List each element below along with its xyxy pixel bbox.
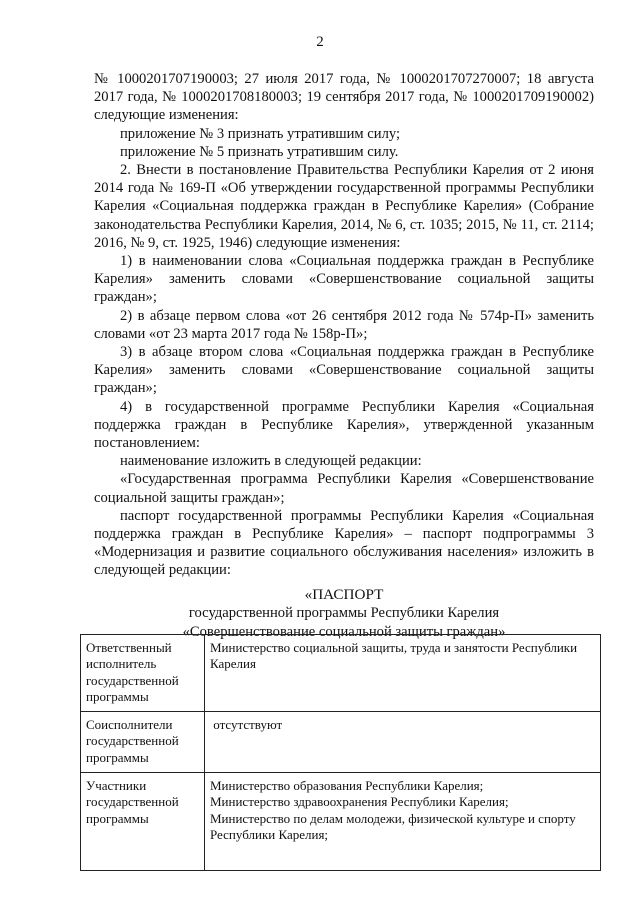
- page-number: 2: [316, 34, 324, 50]
- table-row: [81, 773, 601, 871]
- paragraph-7: 3) в абзаце втором слова «Социальная поддержка граждан в Республике Карелия» заменить словами «Совершенствование социальной защиты граждан»;: [94, 344, 594, 397]
- paragraph-2: приложение № 3 признать утратившим силу;: [120, 125, 401, 142]
- table-row: [81, 635, 601, 712]
- row-label: Ответственный исполнитель государственной программы: [81, 635, 205, 712]
- passport-subtitle-2: «Совершенствование социальной защиты граждан»: [182, 623, 506, 640]
- row-value: [205, 773, 601, 871]
- paragraph-3: приложение № 5 признать утратившим силу.: [120, 143, 399, 160]
- passport-title: «ПАСПОРТ: [304, 585, 384, 603]
- passport-table: [80, 634, 601, 871]
- row-label: Соисполнители государственной программы: [81, 712, 205, 773]
- paragraph-10: «Государственная программа Республики Карелия «Совершенствование социальной защиты граждан»;: [94, 471, 594, 506]
- value-line: Министерство здравоохранения Республики Карелия;: [210, 794, 509, 810]
- paragraph-9: наименование изложить в следующей редакции:: [120, 453, 422, 470]
- paragraph-11: паспорт государственной программы Республики Карелия «Социальная поддержка граждан в Республике Карелия» – паспорт подпрограммы 3 «Модернизация и развитие социального обслуживания населения» изложить в следующей редакции:: [94, 507, 594, 579]
- value-line: отсутствуют: [210, 717, 283, 733]
- paragraph-6: 2) в абзаце первом слова «от 26 сентября 2012 года № 574р-П» заменить словами «от 23 марта 2017 года № 158р-П»;: [94, 307, 594, 342]
- paragraph-4: 2. Внести в постановление Правительства Республики Карелия от 2 июня 2014 года № 169-П «Об утверждении государственной программы Республики Карелия «Социальная поддержка граждан в Республике Карелия» (Собрание законодательства Республики Карелия, 2014, № 6, ст. 1035; 2015, № 11, ст. 2114; 2016, № 9, ст. 1925, 1946) следующие изменения:: [94, 162, 594, 251]
- table-row: [81, 712, 601, 773]
- paragraph-1: № 1000201707190003; 27 июля 2017 года, № 1000201707270007; 18 августа 2017 года, № 1000201708180003; 19 сентября 2017 года, № 1000201709190002) следующие изменения:: [94, 71, 594, 124]
- value-line: Министерство социальной защиты, труда и занятости Республики Карелия: [210, 640, 578, 672]
- document-body: [94, 70, 594, 641]
- row-value: [205, 635, 601, 712]
- value-line: Министерство по делам молодежи, физической культуре и спорту Республики Карелия;: [210, 810, 576, 842]
- row-label: Участники государственной программы: [81, 773, 205, 871]
- paragraph-5: 1) в наименовании слова «Социальная поддержка граждан в Республике Карелия» заменить словами «Совершенствование социальной защиты граждан»;: [94, 253, 594, 306]
- passport-subtitle-1: государственной программы Республики Карелия: [188, 605, 500, 622]
- paragraph-8: 4) в государственной программе Республики Карелия «Социальная поддержка граждан в Республике Карелия», утвержденной указанным постановлением:: [94, 398, 594, 452]
- row-value: [205, 712, 601, 773]
- value-line: Министерство образования Республики Карелия;: [210, 778, 484, 794]
